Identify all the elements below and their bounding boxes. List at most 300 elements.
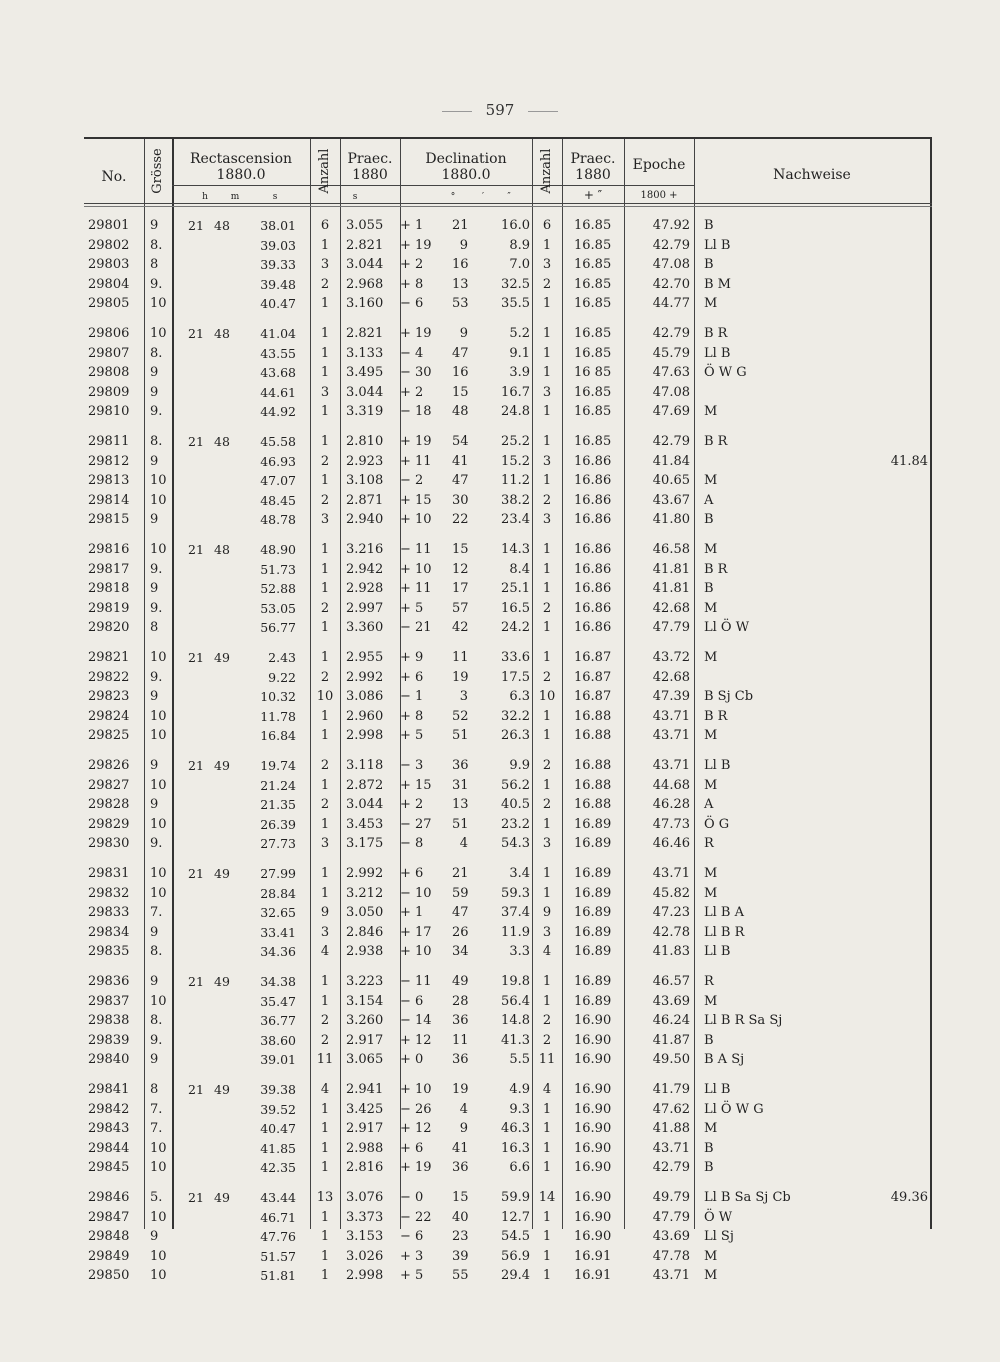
cell-dec-m: 28 [452,993,469,1009]
cell-groesse: 8. [150,944,163,959]
cell-nachweise: Ll Ö W G [704,1101,764,1117]
cell-ra-h: 21 [188,542,204,557]
cell-nachweise: Ö W G [704,365,747,380]
cell-anzahl-1: 2 [320,1032,330,1048]
cell-dec-s: 56.4 [501,993,530,1009]
cell-anzahl-2: 1 [542,581,552,596]
cell-epoche: 42.68 [652,600,690,616]
cell-praec-dec: 16.89 [574,885,612,901]
cell-anzahl-2: 2 [542,1013,552,1028]
cell-dec-m: 47 [452,345,469,361]
cell-anzahl-2: 2 [542,600,552,616]
cell-anzahl-1: 4 [320,944,330,959]
cell-dec-d: − 26 [400,1101,432,1117]
cell-dec-m: 59 [452,885,469,901]
cell-dec-s: 5.5 [509,1052,530,1067]
header-no: No. [101,169,127,185]
cell-dec-s: 54.5 [501,1229,530,1244]
cell-no: 29841 [88,1082,130,1097]
cell-dec-d: + 12 [400,1121,432,1136]
header-praec-title: Praec. [347,151,393,167]
cell-praec-ra: 2.960 [346,708,384,724]
cell-anzahl-1: 1 [320,1101,330,1117]
cell-no: 29823 [88,689,130,704]
header-ra-epoch: 1880.0 [216,167,266,183]
cell-praec-dec: 16.85 [574,404,612,419]
cell-no: 29843 [88,1121,130,1136]
cell-praec-dec: 16.90 [574,1229,612,1244]
cell-dec-m: 4 [459,836,468,851]
cell-groesse: 10 [150,1160,167,1175]
cell-ra-s: 48.45 [260,492,296,508]
cell-dec-m: 34 [452,944,469,959]
cell-anzahl-1: 1 [320,542,330,557]
cell-anzahl-2: 1 [542,885,552,901]
cell-praec-dec: 16.85 [574,257,612,272]
table-row [84,1050,932,1069]
cell-dec-s: 59.9 [501,1190,530,1205]
cell-side-note: 41.84 [890,453,928,469]
cell-ra-s: 47.07 [260,473,296,488]
header-anzahl-1: Anzahl [317,148,332,194]
cell-ra-s: 21.35 [260,797,296,812]
cell-dec-s: 11.2 [501,473,530,488]
cell-ra-m: 48 [214,326,230,341]
cell-dec-s: 9.1 [509,345,530,361]
cell-dec-m: 12 [452,561,469,577]
cell-no: 29811 [88,434,130,449]
cell-anzahl-1: 2 [320,453,330,469]
cell-dec-m: 39 [452,1248,469,1264]
cell-dec-d: − 6 [400,993,424,1009]
cell-epoche: 41.80 [652,512,690,527]
cell-anzahl-1: 1 [320,434,330,449]
cell-dec-m: 30 [452,492,469,508]
cell-dec-d: − 10 [400,885,432,901]
cell-dec-s: 19.8 [501,974,530,989]
cell-ra-m: 48 [214,218,230,233]
cell-praec-ra: 3.495 [346,365,384,380]
cell-epoche: 42.68 [652,669,690,685]
cell-nachweise: M [704,993,718,1009]
cell-epoche: 42.70 [652,276,690,292]
cell-praec-dec: 16.86 [574,600,612,616]
cell-epoche: 47.79 [652,1209,690,1225]
cell-ra-s: 11.78 [260,708,296,724]
cell-ra-s: 10.32 [260,689,296,704]
cell-ra-m: 48 [214,434,230,449]
cell-anzahl-2: 1 [542,816,552,832]
cell-praec-dec: 16.86 [574,512,612,527]
cell-ra-s: 46.71 [260,1209,296,1225]
cell-dec-m: 13 [452,276,469,292]
cell-anzahl-1: 1 [320,708,330,724]
table-row [84,687,932,706]
cell-praec-dec: 16.85 [574,276,612,292]
cell-anzahl-2: 1 [542,1209,552,1225]
cell-ra-s: 42.35 [260,1160,296,1175]
cell-dec-m: 51 [452,728,469,743]
cell-anzahl-2: 1 [542,561,552,577]
header-dec-title: Declination [425,151,507,167]
cell-no: 29808 [88,365,130,380]
cell-dec-s: 6.6 [509,1160,530,1175]
cell-dec-d: − 6 [400,296,424,311]
cell-praec-dec: 16.88 [574,777,612,793]
table-row [84,1208,932,1227]
cell-nachweise: M [704,296,718,311]
cell-ra-s: 39.03 [260,237,296,253]
cell-praec-dec: 16.90 [574,1160,612,1175]
cell-no: 29817 [88,561,130,577]
table-row [84,236,932,255]
cell-praec-dec: 16.85 [574,237,612,253]
table-row [84,510,932,529]
cell-anzahl-1: 1 [320,974,330,989]
cell-dec-d: − 3 [400,758,424,773]
cell-dec-d: + 10 [400,561,432,577]
cell-dec-d: − 27 [400,816,432,832]
cell-praec-ra: 2.810 [346,434,384,449]
cell-ra-s: 21.24 [260,777,296,793]
cell-dec-d: + 19 [400,237,432,253]
cell-dec-d: − 11 [400,542,432,557]
cell-praec-dec: 16.86 [574,492,612,508]
cell-anzahl-1: 2 [320,1013,330,1028]
cell-no: 29801 [88,218,130,233]
cell-praec-ra: 3.425 [346,1101,384,1117]
cell-dec-d: − 11 [400,974,432,989]
cell-praec-dec: 16 85 [574,365,612,380]
cell-epoche: 41.84 [652,453,690,469]
cell-epoche: 47.39 [652,689,690,704]
cell-anzahl-2: 1 [542,650,552,665]
cell-ra-s: 2.43 [268,650,296,665]
cell-ra-s: 39.48 [260,276,296,292]
cell-dec-m: 54 [452,434,469,449]
cell-dec-m: 53 [452,296,469,311]
cell-dec-m: 22 [452,512,469,527]
cell-no: 29802 [88,237,130,253]
cell-dec-s: 54.3 [501,836,530,851]
table-row [84,599,932,618]
cell-dec-s: 9.3 [509,1101,530,1117]
cell-praec-dec: 16.89 [574,944,612,959]
cell-praec-dec: 16.86 [574,473,612,488]
cell-praec-dec: 16.88 [574,797,612,812]
table-row [84,1100,932,1119]
cell-praec-ra: 2.923 [346,453,384,469]
cell-groesse: 9. [150,561,163,577]
cell-dec-s: 16.5 [501,600,530,616]
cell-ra-s: 38.01 [260,218,296,233]
cell-no: 29833 [88,905,130,920]
cell-nachweise: A [704,492,714,508]
cell-groesse: 10 [150,473,167,488]
table-row [84,363,932,382]
cell-dec-s: 8.9 [509,237,530,253]
cell-ra-s: 41.85 [260,1140,296,1156]
table-row [84,815,932,834]
cell-praec-dec: 16.90 [574,1082,612,1097]
cell-no: 29822 [88,669,130,685]
cell-epoche: 45.82 [652,885,690,901]
cell-no: 29848 [88,1229,130,1244]
cell-groesse: 9 [150,797,159,812]
cell-dec-d: + 2 [400,797,424,812]
cell-ra-s: 44.92 [260,404,296,419]
cell-ra-s: 46.93 [260,453,296,469]
table-row [84,903,932,922]
cell-dec-d: + 11 [400,581,432,596]
cell-praec-ra: 3.154 [346,993,384,1009]
cell-praec-dec: 16.89 [574,866,612,881]
cell-praec-ra: 2.821 [346,326,384,341]
table-row [84,972,932,991]
table-row [84,491,932,510]
cell-praec-ra: 3.360 [346,620,384,635]
cell-praec-dec: 16.88 [574,708,612,724]
cell-ra-m: 49 [214,650,230,665]
cell-nachweise: M [704,600,718,616]
table-row [84,383,932,402]
cell-anzahl-1: 3 [320,836,330,851]
cell-nachweise: B [704,1032,714,1048]
cell-dec-m: 16 [452,365,469,380]
cell-epoche: 41.79 [652,1082,690,1097]
cell-anzahl-1: 1 [320,345,330,361]
cell-groesse: 10 [150,816,167,832]
cell-dec-d: + 6 [400,1140,424,1156]
cell-anzahl-2: 1 [542,365,552,380]
cell-no: 29849 [88,1248,130,1264]
cell-no: 29814 [88,492,130,508]
table-row [84,294,932,313]
cell-praec-dec: 16.90 [574,1101,612,1117]
cell-no: 29846 [88,1190,130,1205]
header-epoche-unit: 1800 + [640,190,678,201]
cell-dec-d: + 15 [400,492,432,508]
table-row [84,1188,932,1207]
cell-groesse: 9. [150,404,163,419]
cell-dec-s: 5.2 [509,326,530,341]
cell-nachweise: Ö G [704,816,730,832]
cell-anzahl-1: 2 [320,492,330,508]
cell-anzahl-2: 1 [542,974,552,989]
cell-epoche: 47.69 [652,404,690,419]
table-row [84,648,932,667]
cell-epoche: 47.63 [652,365,690,380]
table-row [84,579,932,598]
cell-epoche: 49.50 [652,1052,690,1067]
cell-nachweise: B R [704,708,728,724]
cell-epoche: 47.79 [652,620,690,635]
cell-nachweise: M [704,542,718,557]
cell-dec-s: 14.3 [501,542,530,557]
cell-dec-m: 40 [452,1209,469,1225]
cell-ra-s: 47.76 [260,1229,296,1244]
cell-ra-s: 40.47 [260,1121,296,1136]
cell-dec-m: 13 [452,797,469,812]
cell-dec-s: 38.2 [501,492,530,508]
cell-nachweise: Ll B A [704,905,744,920]
cell-dec-m: 36 [452,1013,469,1028]
cell-anzahl-1: 1 [320,326,330,341]
cell-epoche: 47.73 [652,816,690,832]
cell-groesse: 9 [150,974,159,989]
cell-dec-s: 59.3 [501,885,530,901]
cell-nachweise: B [704,257,714,272]
cell-anzahl-2: 3 [542,924,552,940]
cell-anzahl-2: 1 [542,1229,552,1244]
cell-no: 29845 [88,1160,130,1175]
cell-anzahl-2: 2 [542,276,552,292]
cell-nachweise: Ll B [704,345,731,361]
cell-dec-s: 35.5 [501,296,530,311]
cell-anzahl-1: 2 [320,797,330,812]
cell-side-note: 49.36 [890,1190,928,1205]
cell-epoche: 49.79 [652,1190,690,1205]
cell-groesse: 9. [150,1032,163,1048]
cell-epoche: 41.88 [652,1121,690,1136]
cell-dec-m: 16 [452,257,469,272]
cell-praec-ra: 2.871 [346,492,384,508]
cell-nachweise: M [704,650,718,665]
cell-ra-s: 34.38 [260,974,296,989]
cell-dec-m: 23 [452,1229,469,1244]
cell-ra-s: 51.57 [260,1248,296,1264]
cell-no: 29831 [88,866,130,881]
cell-anzahl-1: 2 [320,600,330,616]
cell-dec-s: 15.2 [501,453,530,469]
cell-groesse: 9. [150,276,163,292]
cell-groesse: 9. [150,836,163,851]
cell-praec-ra: 3.076 [346,1190,384,1205]
cell-praec-dec: 16.86 [574,453,612,469]
cell-nachweise: M [704,473,718,488]
cell-praec-dec: 16.85 [574,384,612,400]
cell-no: 29816 [88,542,130,557]
cell-epoche: 43.69 [652,1229,690,1244]
cell-ra-s: 19.74 [260,758,296,773]
cell-dec-s: 3.4 [509,866,530,881]
cell-dec-d: − 30 [400,365,432,380]
cell-ra-s: 35.47 [260,993,296,1009]
cell-dec-s: 16.0 [501,218,530,233]
cell-dec-m: 31 [452,777,469,793]
cell-ra-s: 53.05 [260,600,296,616]
cell-praec-ra: 2.997 [346,600,384,616]
cell-ra-s: 28.84 [260,885,296,901]
cell-nachweise: Ll B Sa Sj Cb [704,1190,791,1205]
star-catalog-table [84,137,932,1283]
cell-epoche: 43.71 [652,728,690,743]
cell-groesse: 10 [150,542,167,557]
header-nachweise: Nachweise [773,167,851,183]
cell-dec-m: 17 [452,581,469,596]
cell-dec-d: + 10 [400,944,432,959]
cell-anzahl-2: 1 [542,993,552,1009]
cell-praec-ra: 3.050 [346,905,384,920]
cell-anzahl-1: 2 [320,669,330,685]
table-row [84,795,932,814]
cell-ra-s: 32.65 [260,905,296,920]
cell-groesse: 9 [150,453,159,469]
cell-dec-d: + 12 [400,1032,432,1048]
header-anzahl-2: Anzahl [539,148,554,194]
cell-praec-dec: 16.90 [574,1032,612,1048]
cell-no: 29850 [88,1268,130,1283]
cell-dec-s: 4.9 [509,1082,530,1097]
cell-no: 29819 [88,600,130,616]
cell-no: 29832 [88,885,130,901]
cell-ra-s: 27.73 [260,836,296,851]
cell-dec-m: 49 [452,974,469,989]
cell-anzahl-2: 2 [542,492,552,508]
cell-nachweise: M [704,866,718,881]
cell-anzahl-2: 1 [542,1140,552,1156]
cell-groesse: 9 [150,1229,159,1244]
cell-nachweise: B [704,1140,714,1156]
header-dec-d: ° [450,192,456,202]
cell-anzahl-1: 1 [320,581,330,596]
cell-groesse: 9 [150,924,159,940]
table-row [84,756,932,775]
cell-ra-s: 33.41 [260,924,296,940]
cell-no: 29829 [88,816,130,832]
header-dec-epoch: 1880.0 [441,167,491,183]
cell-anzahl-2: 14 [538,1190,556,1205]
cell-anzahl-1: 2 [320,758,330,773]
cell-ra-s: 9.22 [268,669,296,685]
cell-dec-m: 9 [459,326,468,341]
cell-dec-d: + 8 [400,708,424,724]
cell-no: 29812 [88,453,130,469]
cell-anzahl-1: 1 [320,1121,330,1136]
cell-praec-ra: 3.319 [346,404,384,419]
cell-praec-ra: 3.086 [346,689,384,704]
cell-anzahl-2: 6 [542,218,552,233]
cell-no: 29828 [88,797,130,812]
cell-nachweise: M [704,728,718,743]
cell-dec-m: 11 [452,650,469,665]
cell-dec-d: − 14 [400,1013,432,1028]
cell-epoche: 46.57 [652,974,690,989]
cell-no: 29839 [88,1032,130,1048]
cell-ra-h: 21 [188,1082,204,1097]
cell-nachweise: Ll B [704,758,731,773]
cell-no: 29844 [88,1140,130,1156]
cell-praec-dec: 16.85 [574,434,612,449]
cell-dec-m: 19 [452,1082,469,1097]
cell-ra-s: 38.60 [260,1032,296,1048]
cell-no: 29840 [88,1052,130,1067]
cell-anzahl-1: 1 [320,1140,330,1156]
cell-nachweise: Ll B R [704,924,745,940]
table-row [84,707,932,726]
cell-praec-ra: 2.872 [346,777,384,793]
cell-ra-h: 21 [188,1190,204,1205]
cell-ra-s: 51.81 [260,1268,296,1283]
cell-nachweise: M [704,885,718,901]
cell-anzahl-2: 1 [542,345,552,361]
cell-anzahl-1: 1 [320,1268,330,1283]
cell-anzahl-1: 1 [320,296,330,311]
cell-groesse: 10 [150,885,167,901]
cell-dec-s: 32.5 [501,276,530,292]
cell-dec-d: + 8 [400,276,424,292]
cell-dec-d: + 10 [400,1082,432,1097]
